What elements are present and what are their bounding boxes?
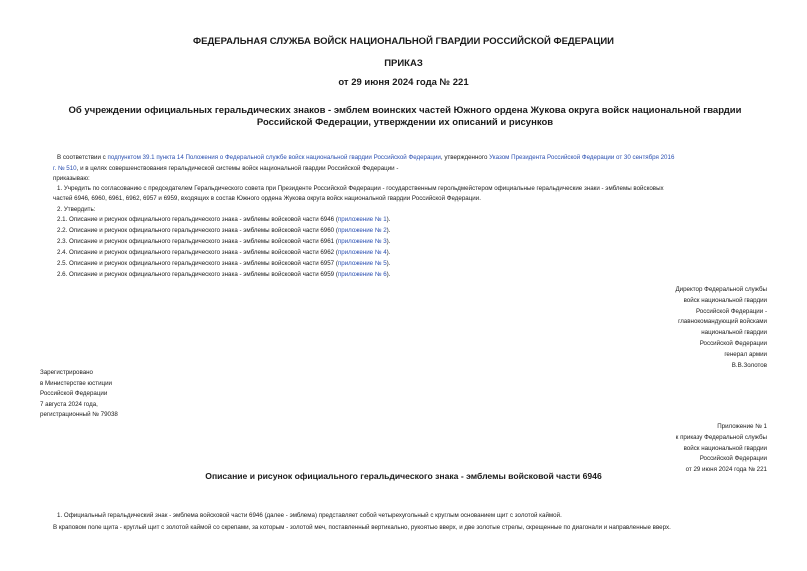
link-appendix-5[interactable]: приложение № 5 xyxy=(337,260,387,267)
item-text: 2.5. Описание и рисунок официального геральдического знака - эмблемы войсковой части 6957 ( xyxy=(57,260,338,267)
item-text: 2.3. Описание и рисунок официального геральдического знака - эмблемы войсковой части 6961 ( xyxy=(57,238,338,245)
item-text: ). xyxy=(386,260,391,267)
appendix-header-line: войск национальной гвардии xyxy=(683,444,767,452)
appendix-header-line: от 29 июня 2024 года № 221 xyxy=(685,466,767,474)
appendix-header-line: Приложение № 1 xyxy=(717,423,767,430)
registration-block xyxy=(40,368,118,421)
order-title: Об учреждении официальных геральдических знаков - эмблем воинских частей Южного ордена Жукова округа войск национальной гвардии Российской Федерации, утверждении их описаний и рисунков xyxy=(68,105,742,128)
signature-line: Директор Федеральной службы xyxy=(675,286,767,293)
item-text: ). xyxy=(386,227,391,234)
registration-line: в Министерстве юстиции xyxy=(40,379,113,387)
item-1-line-1: 1. Учредить по согласованию с председателем Геральдического совета при Президенте Российской Федерации - государственным герольдмейстером официальные геральдические знаки - эмблемы войсковых xyxy=(57,185,664,192)
signature-line: войск национальной гвардии xyxy=(683,296,767,304)
intro-line-1 xyxy=(57,153,779,163)
registration-line: 7 августа 2024 года, xyxy=(40,400,98,408)
list-item xyxy=(57,226,779,236)
list-item xyxy=(57,270,779,280)
appendix-title: Описание и рисунок официального геральдического знака - эмблемы войсковой части 6946 xyxy=(205,471,602,481)
list-item xyxy=(57,237,779,247)
link-decree[interactable]: Указом Президента Российской Федерации от 30 сентября 2016 xyxy=(489,154,675,161)
intro-text: В соответствии с xyxy=(57,154,108,161)
item-text: ). xyxy=(386,238,391,245)
link-appendix-3[interactable]: приложение № 3 xyxy=(337,238,387,245)
registration-line: регистрационный № 79038 xyxy=(40,411,118,418)
list-item xyxy=(57,215,779,225)
item-text: 2.6. Описание и рисунок официального геральдического знака - эмблемы войсковой части 6959 ( xyxy=(57,271,338,278)
link-decree-number[interactable]: г. № 510 xyxy=(53,165,77,172)
intro-text: , утвержденного xyxy=(440,154,490,161)
intro-text: , и в целях совершенствования геральдической системы войск национальной гвардии Российской Федерации - xyxy=(76,165,399,172)
signature-line: национальной гвардии xyxy=(701,329,767,337)
link-appendix-1[interactable]: приложение № 1 xyxy=(337,216,387,223)
decree-word: приказываю: xyxy=(53,175,90,182)
link-appendix-2[interactable]: приложение № 2 xyxy=(337,227,387,234)
signature-line: генерал армии xyxy=(724,350,767,358)
item-2: 2. Утвердить: xyxy=(57,206,96,213)
item-text: 2.4. Описание и рисунок официального геральдического знака - эмблемы войсковой части 6962 ( xyxy=(57,249,338,256)
signature-name: В.В.Золотов xyxy=(731,361,767,369)
appendix-paragraph-2: В краповом поле щита - круглый щит с золотой каймой со скрепами, за которым - золотой меч, поставленный вертикально, рукоятью вверх, и две золотые стрелы, скрещенные по диагонали и направленные вверх. xyxy=(53,524,671,531)
link-appendix-6[interactable]: приложение № 6 xyxy=(337,271,387,278)
registration-line: Российской Федерации xyxy=(40,390,108,397)
item-text: 2.2. Описание и рисунок официального геральдического знака - эмблемы войсковой части 6960 ( xyxy=(57,227,338,234)
registration-line: Зарегистрировано xyxy=(40,369,93,376)
appendix-paragraph-1: 1. Официальный геральдический знак - эмблема войсковой части 6946 (далее - эмблема) представляет собой четырехугольный с круглым основанием щит с золотой каймой. xyxy=(57,512,562,519)
signature-line: главнокомандующий войсками xyxy=(678,318,767,326)
agency-heading: ФЕДЕРАЛЬНАЯ СЛУЖБА ВОЙСК НАЦИОНАЛЬНОЙ ГВАРДИИ РОССИЙСКОЙ ФЕДЕРАЦИИ xyxy=(193,36,614,47)
link-appendix-4[interactable]: приложение № 4 xyxy=(337,249,387,256)
signature-line: Российской Федерации xyxy=(699,339,767,347)
item-text: ). xyxy=(386,216,391,223)
appendix-header-line: Российской Федерации xyxy=(699,455,767,463)
list-item xyxy=(57,259,779,269)
doc-type-heading: ПРИКАЗ xyxy=(384,58,423,69)
item-text: 2.1. Описание и рисунок официального геральдического знака - эмблемы войсковой части 6946 ( xyxy=(57,216,338,223)
date-number-heading: от 29 июня 2024 года № 221 xyxy=(338,77,469,88)
list-item xyxy=(57,248,779,258)
signature-block xyxy=(675,285,767,371)
item-text: ). xyxy=(386,249,391,256)
item-1-line-2: частей 6946, 6960, 6961, 6962, 6957 и 6959, входящих в состав Южного ордена Жукова округа войск национальной гвардии Российской Федерации. xyxy=(53,195,481,202)
intro-line-2 xyxy=(53,164,775,174)
appendix-header-line: к приказу Федеральной службы xyxy=(675,433,767,441)
signature-line: Российской Федерации - xyxy=(695,307,767,315)
link-regulation[interactable]: подпунктом 39.1 пункта 14 Положения о Федеральной службе войск национальной гвардии Российской Федерации xyxy=(107,154,441,161)
item-text: ). xyxy=(386,271,391,278)
appendix-header xyxy=(676,422,767,476)
